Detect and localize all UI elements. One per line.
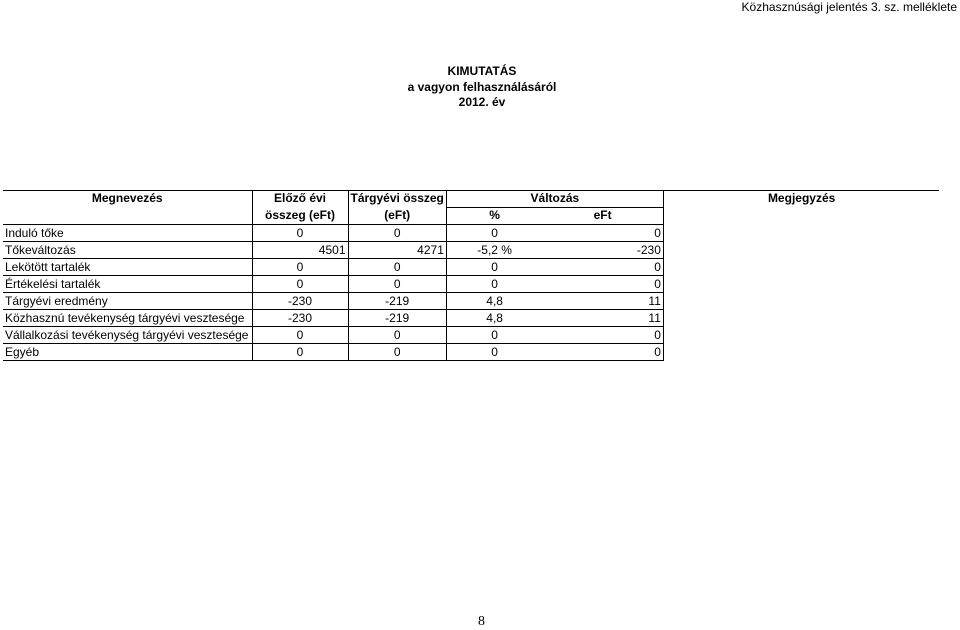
row-note <box>663 259 939 276</box>
table-row <box>3 259 939 276</box>
row-curr: 0 <box>348 276 446 293</box>
asset-usage-table <box>3 190 939 361</box>
title-line-3: 2012. év <box>458 95 506 109</box>
header-change-eft: eFt <box>542 208 663 225</box>
row-name: Egyéb <box>3 344 252 361</box>
title-line-1: KIMUTATÁS <box>447 64 517 78</box>
row-eft: 0 <box>542 225 663 242</box>
table-row <box>3 293 939 310</box>
row-name: Vállalkozási tevékenység tárgyévi vesztesége <box>3 327 252 344</box>
header-prev-line1: Előző évi <box>252 191 348 208</box>
table-row <box>3 310 939 327</box>
row-prev: 4501 <box>252 242 348 259</box>
row-note <box>663 293 939 310</box>
header-change-pct: % <box>446 208 542 225</box>
table-row <box>3 327 939 344</box>
row-prev: 0 <box>252 276 348 293</box>
row-name: Közhasznú tevékenység tárgyévi vesztesége <box>3 310 252 327</box>
title-line-2: a vagyon felhasználásáról <box>407 79 557 94</box>
table-row <box>3 344 939 361</box>
row-pct: 0 <box>446 344 542 361</box>
row-prev: 0 <box>252 327 348 344</box>
document-title <box>0 64 960 111</box>
row-name: Tárgyévi eredmény <box>3 293 252 310</box>
table-row <box>3 242 939 259</box>
row-note <box>663 327 939 344</box>
row-curr: 0 <box>348 259 446 276</box>
row-pct: 0 <box>446 327 542 344</box>
row-prev: -230 <box>252 293 348 310</box>
table-row <box>3 276 939 293</box>
row-note <box>663 276 939 293</box>
header-row-1 <box>3 191 939 208</box>
row-pct: -5,2 % <box>446 242 542 259</box>
row-curr: -219 <box>348 310 446 327</box>
row-curr: 0 <box>348 327 446 344</box>
header-curr-line1: Tárgyévi összeg <box>348 191 446 208</box>
row-eft: 0 <box>542 276 663 293</box>
row-name: Tőkeváltozás <box>3 242 252 259</box>
row-pct: 0 <box>446 276 542 293</box>
row-eft: 0 <box>542 327 663 344</box>
row-note <box>663 225 939 242</box>
header-note: Megjegyzés <box>663 191 939 225</box>
page-number: 8 <box>478 614 485 629</box>
attachment-note: Közhasznúsági jelentés 3. sz. melléklete <box>741 0 957 14</box>
header-curr-line2: (eFt) <box>348 208 446 225</box>
row-curr: -219 <box>348 293 446 310</box>
row-prev: -230 <box>252 310 348 327</box>
row-name: Lekötött tartalék <box>3 259 252 276</box>
row-pct: 4,8 <box>446 310 542 327</box>
header-change: Változás <box>446 191 663 208</box>
row-note <box>663 344 939 361</box>
table-row <box>3 225 939 242</box>
row-pct: 0 <box>446 225 542 242</box>
row-name: Induló tőke <box>3 225 252 242</box>
row-curr: 0 <box>348 225 446 242</box>
row-prev: 0 <box>252 344 348 361</box>
row-pct: 0 <box>446 259 542 276</box>
row-eft: -230 <box>542 242 663 259</box>
header-name: Megnevezés <box>3 191 252 225</box>
row-curr: 0 <box>348 344 446 361</box>
row-note <box>663 242 939 259</box>
row-eft: 11 <box>542 293 663 310</box>
row-eft: 11 <box>542 310 663 327</box>
row-note <box>663 310 939 327</box>
row-name: Értékelési tartalék <box>3 276 252 293</box>
row-eft: 0 <box>542 344 663 361</box>
row-prev: 0 <box>252 225 348 242</box>
row-pct: 4,8 <box>446 293 542 310</box>
row-prev: 0 <box>252 259 348 276</box>
row-curr: 4271 <box>348 242 446 259</box>
header-prev-line2: összeg (eFt) <box>252 208 348 225</box>
row-eft: 0 <box>542 259 663 276</box>
